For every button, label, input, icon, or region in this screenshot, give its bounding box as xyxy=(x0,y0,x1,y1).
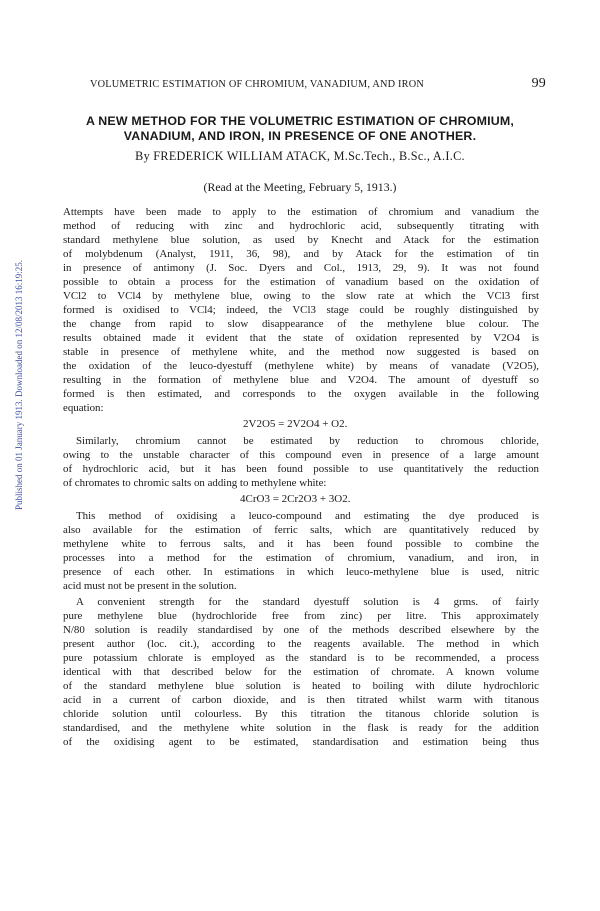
body-line: results obtained made it evident that the state of oxidation represented by V2O4 is xyxy=(63,332,539,344)
body-line: equation: xyxy=(63,402,104,414)
body-line: of the standard methylene blue solution is heated to boiling with dilute hydrochloric xyxy=(63,680,539,692)
body-line: formed is then estimated, and corresponds to the oxygen available in the following xyxy=(63,388,539,400)
body-line: resulting in the formation of methylene blue and V2O4. The amount of dyestuff so xyxy=(63,374,539,386)
body-line: A convenient strength for the standard dyestuff solution is 4 grms. of fairly xyxy=(76,596,539,608)
article-title xyxy=(62,114,538,144)
body-line: in presence of antimony (J. Soc. Dyers and Col., 1913, 29, 9). It was not found xyxy=(63,262,539,274)
body-line: This method of oxidising a leuco-compound and estimating the dye produced is xyxy=(76,510,539,522)
body-line: stable in presence of methylene white, and the method now suggested is based on xyxy=(63,346,539,358)
read-note: (Read at the Meeting, February 5, 1913.) xyxy=(203,180,397,194)
running-head-title: VOLUMETRIC ESTIMATION OF CHROMIUM, VANADIUM, AND IRON xyxy=(90,79,425,90)
body-line: the oxidation of the leuco-dyestuff (methylene white) by means of vanadate (V2O5), xyxy=(63,360,539,372)
body-line: identical with that described below for the estimation of chromate. A known volume xyxy=(63,666,539,678)
download-stamp xyxy=(14,212,24,557)
body-line: owing to the unstable character of this compound even in presence of a large amount xyxy=(63,449,539,461)
body-line: formed is oxidised to VCl4; indeed, the VCl3 stage could be roughly distinguished by xyxy=(63,304,539,316)
body-line: Attempts have been made to apply to the estimation of chromium and vanadium the xyxy=(63,206,539,218)
body-line: pure potassium chlorate is employed as the standard is to be recommended, a process xyxy=(63,652,539,664)
page-number: 99 xyxy=(531,76,546,91)
body-line: standard methylene blue solution, as used by Knecht and Atack for the estimation xyxy=(63,234,539,246)
body-line: VCl2 to VCl4 by methylene blue, owing to the slow rate at which the VCl3 first xyxy=(63,290,539,302)
body-line: N/80 solution is readily standardised by one of the methods described elsewhere by the xyxy=(63,624,539,636)
body-line: acid in a current of carbon dioxide, and is then titrated whilst warm with titanous xyxy=(63,694,539,706)
equation-vanadium: 2V2O5 = 2V2O4 + O2. xyxy=(243,418,348,430)
body-line: of molybdenum (Analyst, 1911, 36, 98), and by Atack for the estimation of tin xyxy=(63,248,539,260)
body-line: of chromates to chromic salts on adding to methylene white: xyxy=(63,477,327,489)
body-line: chloride solution until colourless. By this titration the titanous chloride solution is xyxy=(63,708,539,720)
body-line: of the oxidising agent to be estimated, standardisation and estimation being thus xyxy=(63,736,539,748)
byline: By FREDERICK WILLIAM ATACK, M.Sc.Tech., B.Sc., A.I.C. xyxy=(135,149,465,163)
body-line: acid must not be present in the solution. xyxy=(63,580,237,592)
body-line: standardised, and the methylene white solution in the flask is ready for the addition xyxy=(63,722,539,734)
article-title-line-1: A NEW METHOD FOR THE VOLUMETRIC ESTIMATION OF CHROMIUM, xyxy=(85,114,515,128)
body-line: also available for the estimation of ferric salts, which are quantitatively reduced by xyxy=(63,524,539,536)
body-line: Similarly, chromium cannot be estimated by reduction to chromous chloride, xyxy=(76,435,539,447)
body-line: presence of each other. In estimations in which leuco-methylene blue is used, nitric xyxy=(63,566,539,578)
body-line: method of reducing with zinc and hydrochloric acid, subsequently titrating with xyxy=(63,220,539,232)
body-line: pure methylene blue (hydrochloride free from zinc) per litre. This approximately xyxy=(63,610,539,622)
body-line: present author (loc. cit.), according to the reagents available. The method in which xyxy=(63,638,539,650)
equation-chromium: 4CrO3 = 2Cr2O3 + 3O2. xyxy=(240,493,351,505)
download-stamp-text: Published on 01 January 1913. Downloaded on 12/08/2013 16:19:25. xyxy=(14,259,24,510)
body-line: of hydrochloric acid, but it has been found possible to use quantitatively the reduction xyxy=(63,463,539,475)
body-line: processes into a method for the estimation of chromium, vanadium, and iron, in xyxy=(63,552,539,564)
article-title-line-2: VANADIUM, AND IRON, IN PRESENCE OF ONE ANOTHER. xyxy=(123,129,477,143)
body-line: the change from rapid to slow disappearance of the methylene blue colour. The xyxy=(63,318,539,330)
body-line: possible to obtain a process for the estimation of vanadium based on the oxidation of xyxy=(63,276,539,288)
body-line: methylene white to ferrous salts, and it has been found possible to combine the xyxy=(63,538,539,550)
